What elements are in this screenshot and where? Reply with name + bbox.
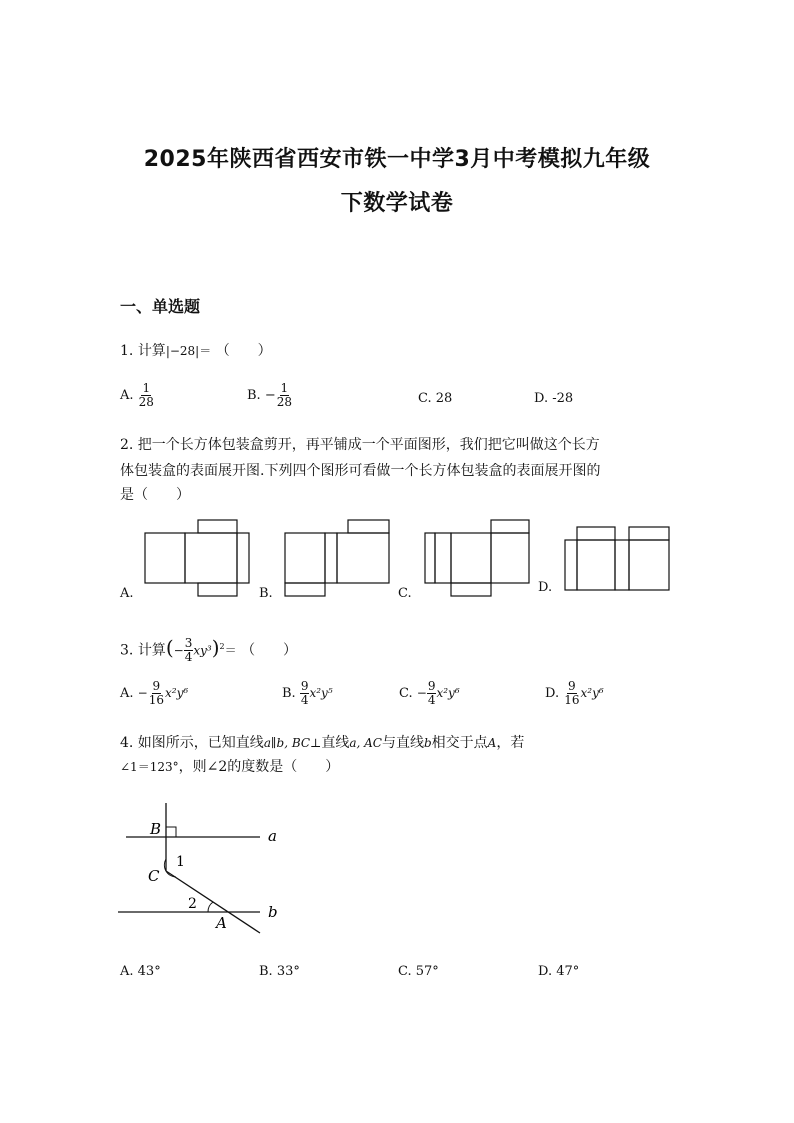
net-figure-c [420,515,540,605]
question-2-line2: 体包装盒的表面展开图.下列四个图形可看做一个长方体包装盒的表面展开图的 [120,463,601,479]
fraction: $\frac{9}{4}$ [300,679,309,707]
q1-option-c: C. 28 [418,391,453,406]
q2-option-c-label: C. [398,586,412,601]
q1-number: 1. [120,343,134,359]
q2-option-d-label: D. [538,580,553,595]
label-C: C [148,867,160,885]
label-angle-1: 1 [176,854,185,870]
exam-title-line1: 2025年陕西省西安市铁一中学3月中考模拟九年级 [143,147,651,172]
q3-option-d: D. $\frac{9}{16}$ x²y⁶ [545,679,604,707]
question-1-stem [120,338,272,364]
right-angle-mark [166,827,176,837]
q4-geometry-figure [110,795,310,945]
q1-option-a: A. $\frac{1}{28}$ [120,381,154,409]
q1-answer-paren: （ ） [215,343,272,359]
fraction: $\frac{1}{28}$ [276,381,293,409]
q3-option-a: A. − $\frac{9}{16}$ x²y⁶ [120,679,189,707]
q1-option-b: B. − $\frac{1}{28}$ [247,381,293,409]
question-4-line1: 4. 如图所示，已知直线a∥b, BC⊥直线a, AC与直线b相交于点A，若 [120,735,525,751]
question-2-line1: 2. 把一个长方体包装盒剪开，再平铺成一个平面图形，我们把它叫做这个长方 [120,437,600,453]
question-4-line2: ∠1＝123°，则∠2的度数是（ ） [120,759,340,775]
net-figure-b [280,515,400,605]
fraction: $\frac{1}{28}$ [138,381,154,409]
q2-option-b-label: B. [259,586,273,601]
fraction: $\frac{9}{16}$ [148,679,165,707]
net-figure-d [560,515,680,605]
net-figure-a [140,515,260,605]
fraction: $\frac{9}{4}$ [427,679,436,707]
fraction: $\frac{3}{4}$ [184,636,193,665]
q1-option-d: D. -28 [534,391,574,406]
label-b: b [268,903,278,921]
section-heading: 一、单选题 [120,297,201,316]
label-B: B [150,820,162,838]
q4-option-b: B. 33° [259,964,300,979]
label-a: a [268,827,277,845]
q4-option-c: C. 57° [398,964,439,979]
q3-option-c: C. − $\frac{9}{4}$ x²y⁶ [399,679,460,707]
question-3-stem: 3. 计算(− $\frac{3}{4}$ xy³)$^2$＝ （ ） [120,635,298,665]
q2-option-a-label: A. [120,586,134,601]
question-2-line3: 是（ ） [120,487,190,503]
q1-text: 计算 [137,343,166,359]
exam-title-line2: 下数学试卷 [340,191,454,216]
label-angle-2: 2 [188,896,197,912]
label-A: A [216,914,227,932]
q4-option-a: A. 43° [120,964,161,979]
fraction: $\frac{9}{16}$ [564,679,580,707]
angle-2-arc [208,902,213,912]
q1-expression: |−28|＝ [165,344,212,358]
q4-option-d: D. 47° [538,964,580,979]
q3-option-b: B. $\frac{9}{4}$ x²y⁵ [282,679,333,707]
